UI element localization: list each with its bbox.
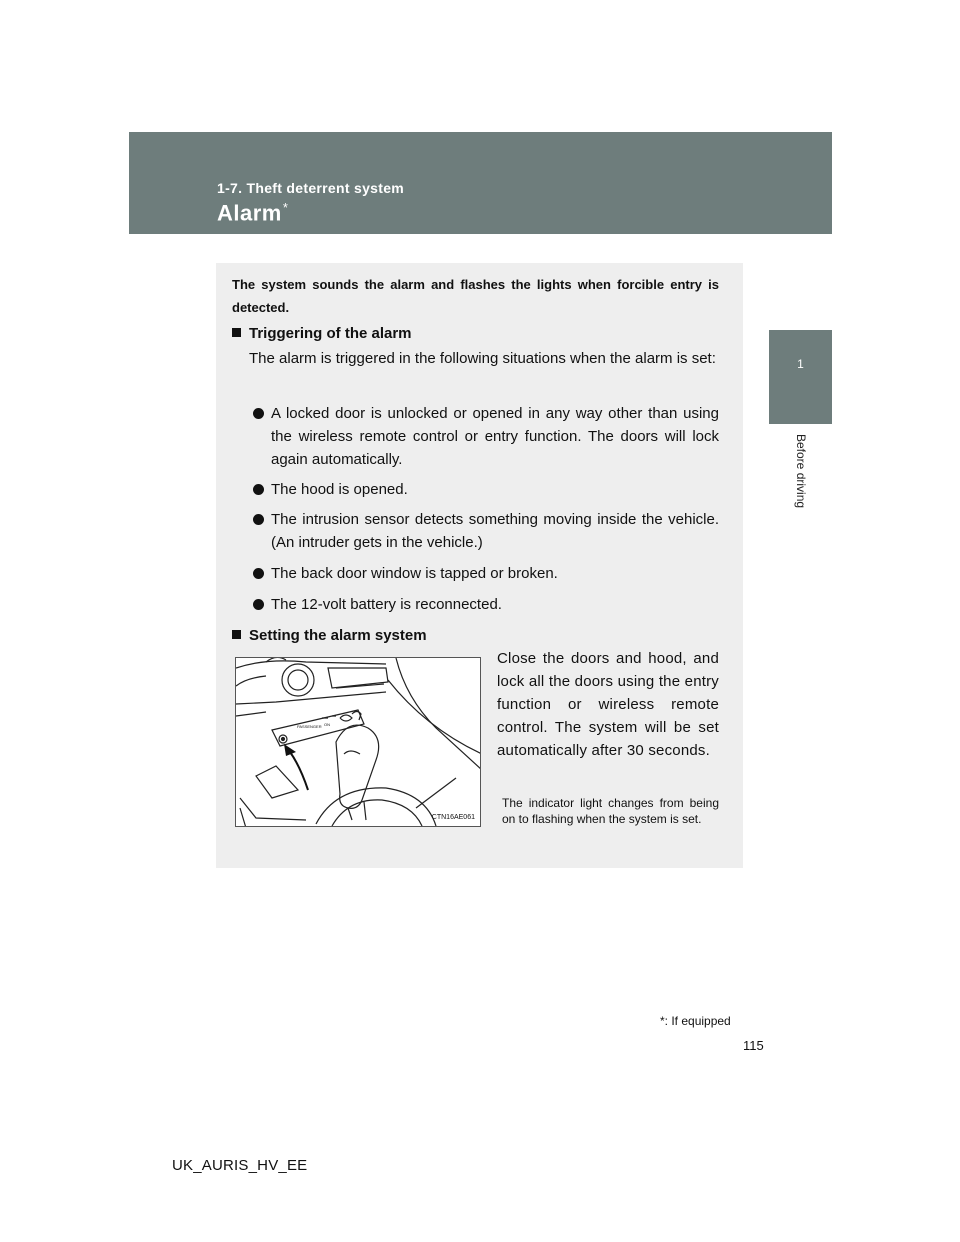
section-label: 1-7. Theft deterrent system bbox=[217, 180, 405, 196]
setting-note: The indicator light changes from being on to flashing when the system is set. bbox=[502, 796, 719, 826]
triggering-intro: The alarm is triggered in the following situations when the alarm is set: bbox=[249, 350, 716, 367]
bullet-icon bbox=[253, 568, 264, 579]
chapter-label: Before driving bbox=[794, 434, 808, 509]
indicator-illustration bbox=[235, 657, 481, 827]
svg-text:PASSENGER: PASSENGER bbox=[297, 724, 322, 729]
setting-heading-text: Setting the alarm system bbox=[249, 627, 427, 644]
page-title-text: Alarm bbox=[217, 200, 282, 226]
chapter-number: 1 bbox=[797, 357, 804, 371]
page-number: 115 bbox=[743, 1038, 764, 1053]
bullet-icon bbox=[253, 514, 264, 525]
setting-heading bbox=[232, 627, 427, 644]
list-item-text: The intrusion sensor detects something moving inside the vehicle. (An intruder gets in the vehicle.) bbox=[271, 511, 719, 551]
triggering-heading-text: Triggering of the alarm bbox=[249, 325, 412, 342]
document-code: UK_AURIS_HV_EE bbox=[172, 1157, 308, 1174]
setting-text: Close the doors and hood, and lock all the doors using the entry function or wireless remote control. The system will be set automatically after 30 seconds. bbox=[497, 650, 719, 759]
square-bullet-icon bbox=[232, 630, 241, 639]
list-item-text: The hood is opened. bbox=[271, 481, 408, 498]
chapter-tab bbox=[769, 330, 832, 424]
list-item-text: The back door window is tapped or broken. bbox=[271, 565, 558, 582]
chapter-label-wrap bbox=[791, 434, 811, 544]
bullet-icon bbox=[253, 484, 264, 495]
list-item bbox=[253, 478, 719, 501]
page-title bbox=[217, 200, 288, 226]
intro-text: The system sounds the alarm and flashes the lights when forcible entry is detected. bbox=[232, 277, 719, 315]
footnote: *: If equipped bbox=[660, 1014, 731, 1028]
equipped-asterisk: * bbox=[282, 200, 289, 215]
list-item-text: A locked door is unlocked or opened in any way other than using the wireless remote control or entry function. The doors will lock again automatically. bbox=[271, 405, 719, 468]
list-item bbox=[253, 593, 719, 616]
content-box bbox=[216, 263, 743, 868]
list-item bbox=[253, 402, 719, 471]
header-band bbox=[129, 132, 832, 234]
svg-text:ON: ON bbox=[324, 722, 330, 727]
list-item bbox=[253, 508, 719, 554]
triggering-heading bbox=[232, 325, 412, 342]
list-item-text: The 12-volt battery is reconnected. bbox=[271, 596, 502, 613]
bullet-icon bbox=[253, 599, 264, 610]
shift-console-drawing bbox=[236, 658, 481, 827]
figure-code: CTN16AE061 bbox=[431, 814, 475, 821]
square-bullet-icon bbox=[232, 328, 241, 337]
bullet-icon bbox=[253, 408, 264, 419]
list-item bbox=[253, 562, 719, 585]
